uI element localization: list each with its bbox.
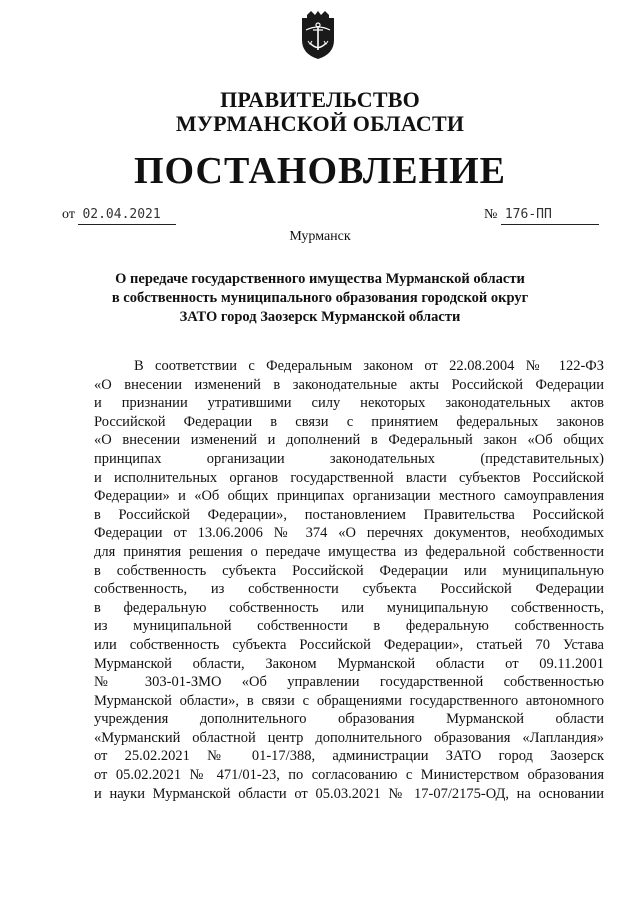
- body-line: принципах организации законодательных (представительных): [94, 450, 604, 467]
- body-line: «О внесении изменений и дополнений в Федеральный закон «Об общих: [94, 432, 604, 449]
- subject-line: в собственность муниципального образования городской округ: [111, 290, 529, 306]
- body-text: [94, 357, 604, 803]
- date-value: 02.04.2021: [78, 206, 176, 225]
- body-line: В соответствии с Федеральным законом от 22.08.2004 № 122-ФЗ: [134, 358, 604, 374]
- body-line: учреждения дополнительного образования Мурманской области: [94, 711, 604, 728]
- body-line: в собственность субъекта Российской Федерации или муниципальную: [94, 562, 604, 579]
- body-line: от 05.02.2021 № 471/01-23, по согласованию с Министерством образования: [94, 767, 604, 784]
- body-line: «Мурманский областной центр дополнительного образования «Лапландия»: [94, 729, 604, 746]
- body-line: собственность, из собственности субъекта Российской Федерации: [94, 581, 604, 598]
- body-line: от 25.02.2021 № 01-17/388, администрации ЗАТО город Заозерск: [94, 748, 604, 765]
- city-name: Мурманск: [289, 229, 351, 244]
- body-line: для принятия решения о передаче имущества из федеральной собственности: [94, 543, 604, 560]
- org-name-line-1: ПРАВИТЕЛЬСТВО: [220, 87, 420, 112]
- body-line: № 303-01-ЗМО «Об управлении государственной собственностью: [94, 674, 604, 691]
- date-prefix: от: [62, 207, 75, 222]
- body-line: Мурманской области», в связи с обращениями государственного автономного: [94, 692, 604, 709]
- body-line: в Российской Федерации», постановлением Правительства Российской: [94, 506, 604, 523]
- issuing-authority: [0, 88, 640, 136]
- subject-line: ЗАТО город Заозерск Мурманской области: [179, 309, 461, 325]
- body-line: и признании утратившими силу некоторых законодательных актов: [94, 395, 604, 412]
- body-line: или собственность субъекта Российской Федерации», статьей 70 Устава: [94, 636, 604, 653]
- number-value: 176-ПП: [501, 206, 599, 225]
- body-line: Российской Федерации в связи с принятием федеральных законов: [94, 413, 604, 430]
- document-subject: [0, 270, 640, 327]
- body-line: в федеральную собственность или муниципальную собственность,: [94, 599, 604, 616]
- document-type-title: ПОСТАНОВЛЕНИЕ: [133, 150, 507, 192]
- body-line: Федерации» и «Об общих принципах организации местного самоуправления: [94, 488, 604, 505]
- body-line: и науки Мурманской области от 05.03.2021 № 17-07/2175-ОД, на основании: [94, 785, 604, 802]
- body-line: и исполнительных органов государственной власти субъектов Российской: [94, 469, 604, 486]
- number-prefix: №: [484, 207, 498, 222]
- org-name-line-2: МУРМАНСКОЙ ОБЛАСТИ: [175, 111, 465, 136]
- body-line: «О внесении изменений в законодательные акты Российской Федерации: [94, 376, 604, 393]
- document-date: [62, 206, 176, 225]
- coat-of-arms-icon: [299, 10, 337, 60]
- subject-line: О передаче государственного имущества Мурманской области: [115, 271, 525, 287]
- body-line: Мурманской области, Законом Мурманской области от 09.11.2001: [94, 655, 604, 672]
- document-number: [484, 206, 599, 225]
- body-line: из муниципальной собственности в федеральную собственность: [94, 618, 604, 635]
- body-line: Федерации от 13.06.2006 № 374 «О перечнях документов, необходимых: [94, 525, 604, 542]
